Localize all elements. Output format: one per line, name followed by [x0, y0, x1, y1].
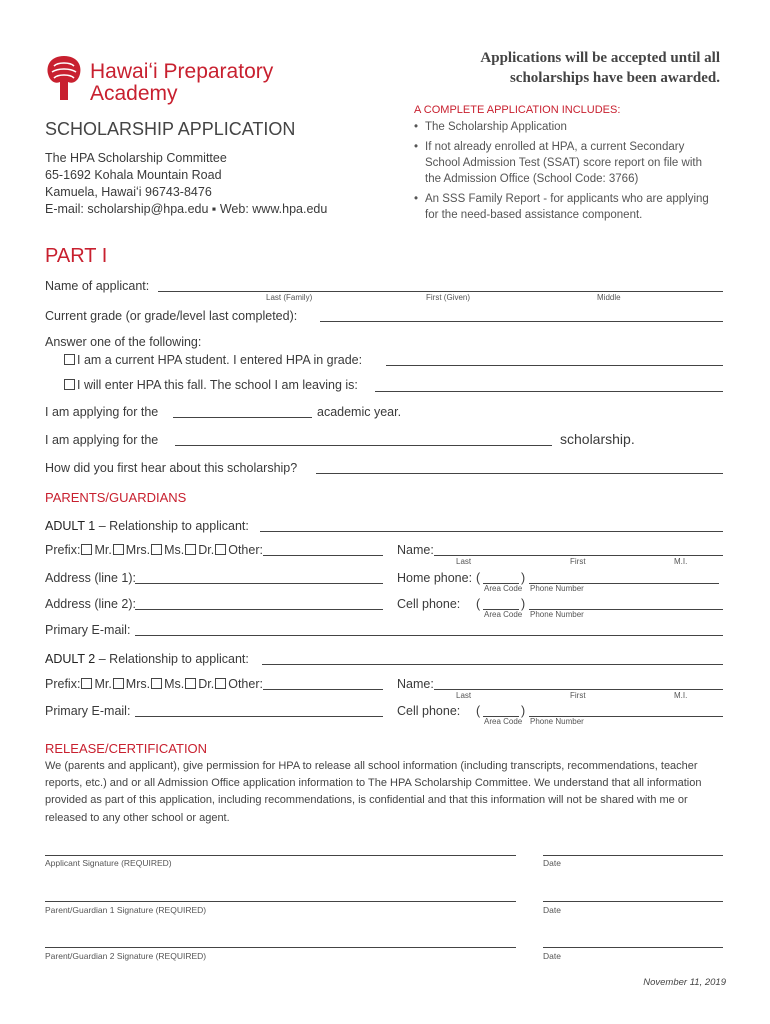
adult2-email-label: Primary E-mail:	[45, 704, 131, 718]
option-new	[63, 378, 358, 392]
prefix-ms: Ms.	[164, 677, 185, 691]
adult2-name-input[interactable]	[434, 689, 723, 690]
adult2-name-sub-first: First	[570, 691, 586, 700]
option-new-label: I will enter HPA this fall. The school I am leaving is:	[77, 378, 358, 392]
name-input[interactable]	[158, 291, 723, 292]
adult2-cell-paren-close: )	[521, 704, 526, 718]
name-sub-first: First (Given)	[426, 293, 470, 302]
adult1-title: ADULT 1	[45, 519, 96, 533]
release-line: We (parents and applicant), give permission for HPA to release all school information (including transcripts, recommendations, teacher	[45, 760, 698, 772]
includes-text: • If not already enrolled at HPA, a current Secondary	[425, 141, 685, 153]
new-student-checkbox[interactable]	[64, 379, 75, 390]
adult2-name-sub-last: Last	[456, 691, 472, 700]
grade-label: Current grade (or grade/level last completed):	[45, 309, 298, 323]
applicant-date-label: Date	[543, 858, 561, 868]
address-line: Kamuela, Hawaiʻi 96743-8476	[45, 185, 212, 199]
applying-sch-suffix: scholarship.	[560, 431, 635, 447]
adult2-name-label: Name:	[397, 677, 434, 691]
adult2-other-input[interactable]	[263, 689, 383, 690]
prefix-ms-checkbox[interactable]	[151, 678, 162, 689]
hear-label: How did you first hear about this scholarship?	[45, 461, 298, 475]
parent1-signature-label: Parent/Guardian 1 Signature (REQUIRED)	[45, 905, 207, 915]
parent1-date-input[interactable]	[543, 901, 723, 902]
adult1-email-label: Primary E-mail:	[45, 623, 131, 637]
scholarship-input[interactable]	[175, 445, 552, 446]
includes-text: School Admission Test (SSAT) score report on file with	[425, 157, 702, 169]
prefix-other-checkbox[interactable]	[215, 678, 226, 689]
school-logo	[44, 52, 84, 104]
parent2-signature-label: Parent/Guardian 2 Signature (REQUIRED)	[45, 951, 207, 961]
adult2-label	[45, 652, 249, 666]
option-current-label: I am a current HPA student. I entered HPA in grade:	[77, 353, 363, 367]
academic-year-input[interactable]	[173, 417, 312, 418]
adult2-cell-paren-open: (	[476, 704, 481, 718]
adult1-email-input[interactable]	[135, 635, 723, 636]
parent2-date-label: Date	[543, 951, 561, 961]
hear-input[interactable]	[316, 473, 723, 474]
applicant-signature-label: Applicant Signature (REQUIRED)	[45, 858, 172, 868]
notice-line1: Applications will be accepted until all	[480, 50, 720, 66]
applying-sch-label: I am applying for the	[45, 433, 159, 447]
parents-heading: PARENTS/GUARDIANS	[45, 490, 187, 505]
release-line: reports, etc.) and or all Admission Office application information to The HPA Scholarship Committee. We understand that all information	[45, 777, 702, 789]
prefix-mr-checkbox[interactable]	[81, 544, 92, 555]
adult1-name-sub-mi: M.I.	[674, 557, 688, 566]
adult1-name-sub-last: Last	[456, 557, 472, 566]
parent1-date-label: Date	[543, 905, 561, 915]
applicant-date-input[interactable]	[543, 855, 723, 856]
release-line: released to any other school or agent.	[45, 812, 230, 824]
adult2-cell-phone-label: Cell phone:	[397, 704, 461, 718]
release-text	[45, 758, 701, 827]
prefix-other-checkbox[interactable]	[215, 544, 226, 555]
adult1-cell-paren-close: )	[521, 597, 526, 611]
current-student-checkbox[interactable]	[64, 354, 75, 365]
address-line: E-mail: scholarship@hpa.edu ▪ Web: www.hpa.edu	[45, 202, 328, 216]
adult2-prefix	[45, 677, 263, 691]
area-code-sub: Area Code	[484, 610, 523, 619]
prefix-dr: Dr.	[198, 543, 215, 557]
adult1-other-input[interactable]	[263, 555, 383, 556]
phone-number-sub: Phone Number	[530, 717, 584, 726]
phone-number-sub: Phone Number	[530, 584, 584, 593]
prefix-mrs-checkbox[interactable]	[113, 678, 124, 689]
name-sub-last: Last (Family)	[266, 293, 313, 302]
footer-date: November 11, 2019	[643, 977, 726, 988]
release-heading: RELEASE/CERTIFICATION	[45, 741, 208, 756]
name-sub-middle: Middle	[597, 293, 621, 302]
adult1-address2-label: Address (line 2):	[45, 597, 137, 611]
name-label: Name of applicant:	[45, 279, 150, 293]
adult1-relationship-input[interactable]	[260, 531, 723, 532]
prefix-other: Other:	[228, 677, 263, 691]
applying-year-label: I am applying for the	[45, 405, 159, 419]
adult1-label	[45, 519, 249, 533]
prefix-dr-checkbox[interactable]	[185, 544, 196, 555]
grade-entered-input[interactable]	[386, 365, 723, 366]
prefix-label: Prefix:	[45, 543, 81, 557]
includes-item	[425, 139, 709, 187]
option-current	[63, 353, 362, 367]
relationship-label: – Relationship to applicant:	[98, 652, 249, 666]
includes-item	[425, 191, 709, 223]
includes-text: The Scholarship Application	[425, 121, 567, 133]
part-title: PART I	[45, 245, 108, 267]
prefix-other: Other:	[228, 543, 263, 557]
prefix-label: Prefix:	[45, 677, 81, 691]
includes-text: • An SSS Family Report - for applicants who are applying	[425, 193, 709, 205]
parent2-signature-input[interactable]	[45, 947, 516, 948]
adult1-cell-paren-open: (	[476, 597, 481, 611]
address-line: The HPA Scholarship Committee	[45, 151, 227, 165]
includes-heading: A COMPLETE APPLICATION INCLUDES:	[414, 104, 621, 116]
parent2-date-input[interactable]	[543, 947, 723, 948]
adult1-address1-input[interactable]	[135, 583, 383, 584]
includes-item	[425, 119, 709, 135]
adult1-cell-phone-label: Cell phone:	[397, 597, 461, 611]
release-line: provided as part of this application, including recommendations, is confidential and that this information will not be shared with me or	[45, 794, 688, 806]
adult2-name-sub-mi: M.I.	[674, 691, 688, 700]
adult1-home-paren-close: )	[521, 571, 526, 585]
adult1-name-label: Name:	[397, 543, 434, 557]
prefix-ms-checkbox[interactable]	[151, 544, 162, 555]
school-name-line1: Hawaiʻi Preparatory	[90, 60, 274, 83]
prefix-mrs-checkbox[interactable]	[113, 544, 124, 555]
relationship-label: – Relationship to applicant:	[98, 519, 249, 533]
prefix-ms: Ms.	[164, 543, 185, 557]
adult2-relationship-input[interactable]	[262, 664, 723, 665]
parent1-signature-input[interactable]	[45, 901, 516, 902]
notice-line2: scholarships have been awarded.	[509, 70, 720, 86]
adult1-home-phone-label: Home phone:	[397, 571, 473, 585]
school-name-line2: Academy	[90, 82, 178, 105]
form-title: SCHOLARSHIP APPLICATION	[45, 119, 296, 139]
grade-input[interactable]	[320, 321, 723, 322]
adult2-title: ADULT 2	[45, 652, 96, 666]
includes-text: the Admission Office (School Code: 3766)	[425, 173, 639, 185]
prefix-mr: Mr.	[94, 543, 112, 557]
adult1-address1-label: Address (line 1):	[45, 571, 137, 585]
prefix-dr-checkbox[interactable]	[185, 678, 196, 689]
school-leaving-input[interactable]	[375, 391, 723, 392]
includes-list	[425, 119, 709, 223]
adult1-prefix	[45, 543, 263, 557]
prefix-mr-checkbox[interactable]	[81, 678, 92, 689]
area-code-sub: Area Code	[484, 584, 523, 593]
applying-year-suffix: academic year.	[317, 405, 402, 419]
prefix-dr: Dr.	[198, 677, 215, 691]
prefix-mrs: Mrs.	[125, 543, 151, 557]
prefix-mrs: Mrs.	[125, 677, 151, 691]
adult1-address2-input[interactable]	[135, 609, 383, 610]
adult1-home-paren-open: (	[476, 571, 481, 585]
address-block	[45, 150, 327, 218]
adult1-name-sub-first: First	[570, 557, 586, 566]
address-line: 65-1692 Kohala Mountain Road	[45, 168, 222, 182]
adult1-name-input[interactable]	[434, 555, 723, 556]
adult2-email-input[interactable]	[135, 716, 383, 717]
phone-number-sub: Phone Number	[530, 610, 584, 619]
answer-label: Answer one of the following:	[45, 335, 202, 349]
prefix-mr: Mr.	[94, 677, 112, 691]
includes-text: for the need-based assistance component.	[425, 209, 643, 221]
applicant-signature-input[interactable]	[45, 855, 516, 856]
area-code-sub: Area Code	[484, 717, 523, 726]
